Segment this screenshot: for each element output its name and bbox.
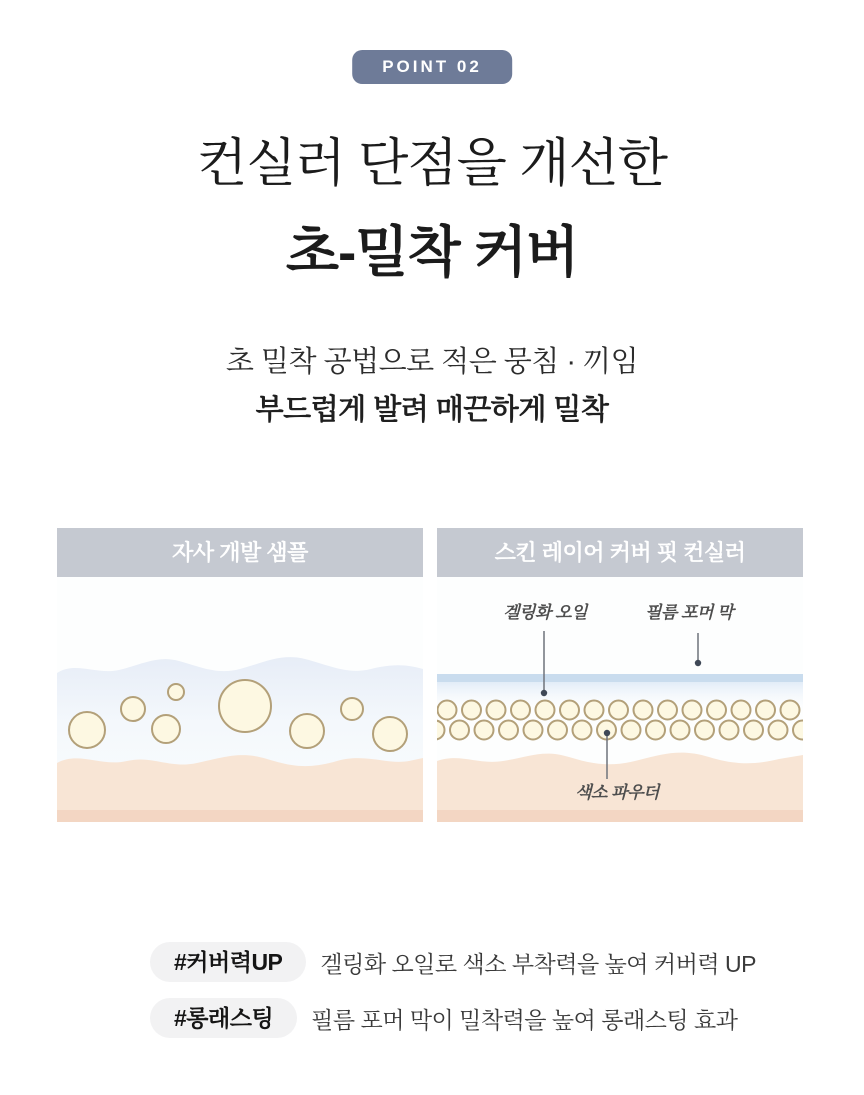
pigment-circle xyxy=(744,721,763,740)
pigment-circle xyxy=(671,721,690,740)
comparison-panel-right xyxy=(437,528,803,822)
pigment-circle xyxy=(646,721,665,740)
pigment-circle xyxy=(634,701,653,720)
pigment-circle xyxy=(781,701,800,720)
pigment-circle xyxy=(487,701,506,720)
pigment-circle xyxy=(732,701,751,720)
pigment-circle xyxy=(585,701,604,720)
pigment-circle xyxy=(373,717,407,751)
pigment-circle xyxy=(720,721,739,740)
pigment-circle xyxy=(499,721,518,740)
pigment-circle xyxy=(121,697,145,721)
pigment-circle xyxy=(152,715,180,743)
pigment-circle xyxy=(573,721,592,740)
pigment-circle xyxy=(769,721,788,740)
long-lasting-badge: #롱래스팅 xyxy=(150,998,297,1038)
pigment-circle xyxy=(548,721,567,740)
pigment-circle xyxy=(341,698,363,720)
gelling-oil-label: 겔링화 오일 xyxy=(503,603,587,622)
pigment-circle xyxy=(609,701,628,720)
pigment-circle xyxy=(462,701,481,720)
pigment-circle xyxy=(168,684,184,700)
left-skin-diagram xyxy=(57,577,423,822)
pigment-circle xyxy=(219,680,271,732)
pigment-circle xyxy=(536,701,555,720)
pigment-circle xyxy=(475,721,494,740)
pigment-circle xyxy=(683,701,702,720)
pigment-circle xyxy=(290,714,324,748)
left-skin-diagram-svg xyxy=(57,577,423,822)
left-panel-title: 자사 개발 샘플 xyxy=(57,528,423,577)
coverage-up-description: 겔링화 오일로 색소 부착력을 높여 커버력 UP xyxy=(320,950,756,977)
pigment-circle xyxy=(69,712,105,748)
pigment-circle xyxy=(793,721,803,740)
hashtag-row-coverage xyxy=(150,942,756,982)
pigment-circle xyxy=(707,701,726,720)
film-pointer-dot xyxy=(695,660,701,666)
pigment-circle xyxy=(524,721,543,740)
long-lasting-description: 필름 포머 막이 밀착력을 높여 롱래스팅 효과 xyxy=(311,1006,738,1033)
comparison-panels xyxy=(57,528,803,822)
pigment-pointer-dot xyxy=(604,730,610,736)
pigment-circle xyxy=(438,701,457,720)
page-subtitle xyxy=(0,338,864,434)
film-former-band xyxy=(437,674,803,682)
deep-skin-band xyxy=(57,810,423,822)
pigment-circle xyxy=(622,721,641,740)
page-title-line2: 초-밀착 커버 xyxy=(285,221,579,283)
coverage-up-badge: #커버력UP xyxy=(150,942,306,982)
benefit-hashtags xyxy=(150,942,756,1054)
page-subtitle-line2: 부드럽게 발려 매끈하게 밀착 xyxy=(255,394,609,426)
oil-pointer-dot xyxy=(541,690,547,696)
pigment-circle xyxy=(756,701,775,720)
pigment-powder-label: 색소 파우더 xyxy=(575,783,659,802)
pigment-circle xyxy=(560,701,579,720)
film-former-label: 필름 포머 막 xyxy=(644,603,734,622)
pigment-circle xyxy=(695,721,714,740)
hashtag-row-longlasting xyxy=(150,998,756,1038)
pigment-circle xyxy=(450,721,469,740)
point-badge: POINT 02 xyxy=(352,50,512,84)
comparison-panel-left xyxy=(57,528,423,822)
right-panel-title: 스킨 레이어 커버 핏 컨실러 xyxy=(437,528,803,577)
deep-skin-band xyxy=(437,810,803,822)
page-title xyxy=(0,120,864,296)
pigment-circle xyxy=(511,701,530,720)
page-subtitle-line1: 초 밀착 공법으로 적은 뭉침 · 끼임 xyxy=(225,346,639,378)
pigment-circle xyxy=(658,701,677,720)
page-title-line1: 컨실러 단점을 개선한 xyxy=(197,135,667,193)
right-skin-diagram xyxy=(437,577,803,822)
